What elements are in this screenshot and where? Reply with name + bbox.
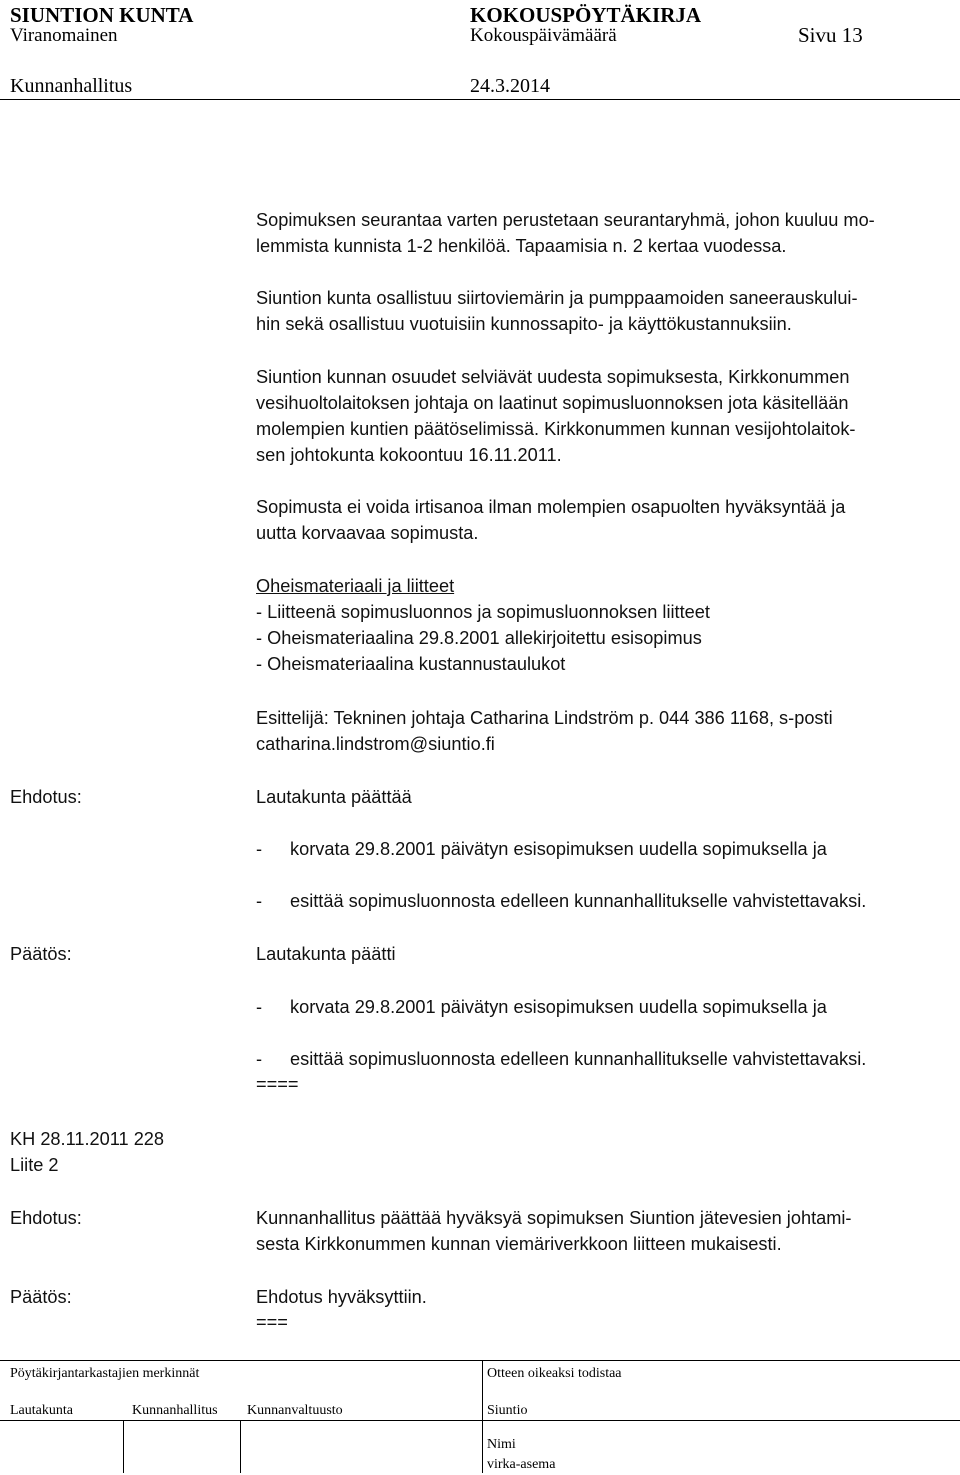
kh-reference: KH 28.11.2011 228 [10,1129,165,1149]
decision-item-1: korvata 29.8.2001 päivätyn esisopimuksen uudella sopimuksella ja [290,997,827,1017]
footer-name-label: Nimi [487,1437,516,1452]
footer-col-kunnanvaltuusto: Kunnanvaltuusto [247,1403,343,1418]
header-divider [0,99,960,100]
paragraph-3-line-3: molempien kuntien päätöselimissä. Kirkkonummen kunnan vesijohtolaitok- [256,419,856,439]
proposal-dash-2: - [256,891,263,911]
attachment-item-1: - Liitteenä sopimusluonnos ja sopimusluonnoksen liitteet [256,602,710,622]
kh-end-mark: === [256,1312,288,1332]
footer-sign-divider-2 [240,1421,241,1473]
kh-proposal-line-1: Kunnanhallitus päättää hyväksyä sopimuksen Siuntion jätevesien johtami- [256,1208,852,1228]
authority-label: Viranomainen [10,25,118,46]
certified-label: Otteen oikeaksi todistaa [487,1366,622,1381]
meeting-date-label: Kokouspäivämäärä [470,25,617,46]
proposal-item-2: esittää sopimusluonnosta edelleen kunnanhallitukselle vahvistettavaksi. [290,891,867,911]
paragraph-3-line-4: sen johtokunta kokoontuu 16.11.2011. [256,445,562,465]
attachments-heading: Oheismateriaali ja liitteet [256,576,455,596]
page-number: Sivu 13 [798,23,863,47]
kh-decision-text: Ehdotus hyväksyttiin. [256,1287,427,1307]
footer-title-label: virka-asema [487,1457,556,1472]
footer-col-kunnanhallitus: Kunnanhallitus [132,1403,218,1418]
document-type: KOKOUSPÖYTÄKIRJA [470,3,702,27]
attachment-item-2: - Oheismateriaalina 29.8.2001 allekirjoitettu esisopimus [256,628,702,648]
meeting-date: 24.3.2014 [470,75,550,97]
paragraph-2-line-1: Siuntion kunta osallistuu siirtoviemärin ja pumppaamoiden saneerauskului- [256,288,858,308]
paragraph-1-line-2: lemmista kunnista 1-2 henkilöä. Tapaamisia n. 2 kertaa vuodessa. [256,236,787,256]
paragraph-1-line-1: Sopimuksen seurantaa varten perustetaan seurantaryhmä, johon kuuluu mo- [256,210,875,230]
paragraph-4-line-2: uutta korvaavaa sopimusta. [256,523,479,543]
decision-dash-1: - [256,997,263,1017]
kh-attachment: Liite 2 [10,1155,59,1175]
footer-sign-divider-1 [123,1421,124,1473]
decision-label: Päätös: [10,944,72,964]
kh-proposal-line-2: sesta Kirkkonummen kunnan viemäriverkkoon liitteen mukaisesti. [256,1234,782,1254]
proposal-dash-1: - [256,839,263,859]
attachment-item-3: - Oheismateriaalina kustannustaulukot [256,654,566,674]
footer-col-lautakunta: Lautakunta [10,1403,73,1418]
footer-mid-rule [0,1420,960,1421]
decision-end-mark: ==== [256,1074,299,1094]
paragraph-2-line-2: hin sekä osallistuu vuotuisiin kunnossapito- ja käyttökustannuksiin. [256,314,792,334]
municipality-name: SIUNTION KUNTA [10,3,194,27]
paragraph-3-line-1: Siuntion kunnan osuudet selviävät uudesta sopimuksesta, Kirkkonummen [256,367,850,387]
authority-name: Kunnanhallitus [10,75,133,97]
footer-center-divider [482,1361,483,1473]
paragraph-4-line-1: Sopimusta ei voida irtisanoa ilman molempien osapuolten hyväksyntää ja [256,497,846,517]
decision-dash-2: - [256,1049,263,1069]
kh-decision-label: Päätös: [10,1287,72,1307]
presenter-email: catharina.lindstrom@siuntio.fi [256,734,495,754]
kh-proposal-label: Ehdotus: [10,1208,82,1228]
paragraph-3-line-2: vesihuoltolaitoksen johtaja on laatinut sopimusluonnoksen jota käsitellään [256,393,849,413]
proposal-label: Ehdotus: [10,787,82,807]
proposal-text: Lautakunta päättää [256,787,412,807]
proposal-item-1: korvata 29.8.2001 päivätyn esisopimuksen uudella sopimuksella ja [290,839,827,859]
inspectors-label: Pöytäkirjantarkastajien merkinnät [10,1366,200,1381]
presenter-line-1: Esittelijä: Tekninen johtaja Catharina Lindström p. 044 386 1168, s-posti [256,708,833,728]
decision-text: Lautakunta päätti [256,944,396,964]
footer-top-rule [0,1360,960,1361]
decision-item-2: esittää sopimusluonnosta edelleen kunnanhallitukselle vahvistettavaksi. [290,1049,867,1069]
footer-siuntio: Siuntio [487,1403,528,1418]
